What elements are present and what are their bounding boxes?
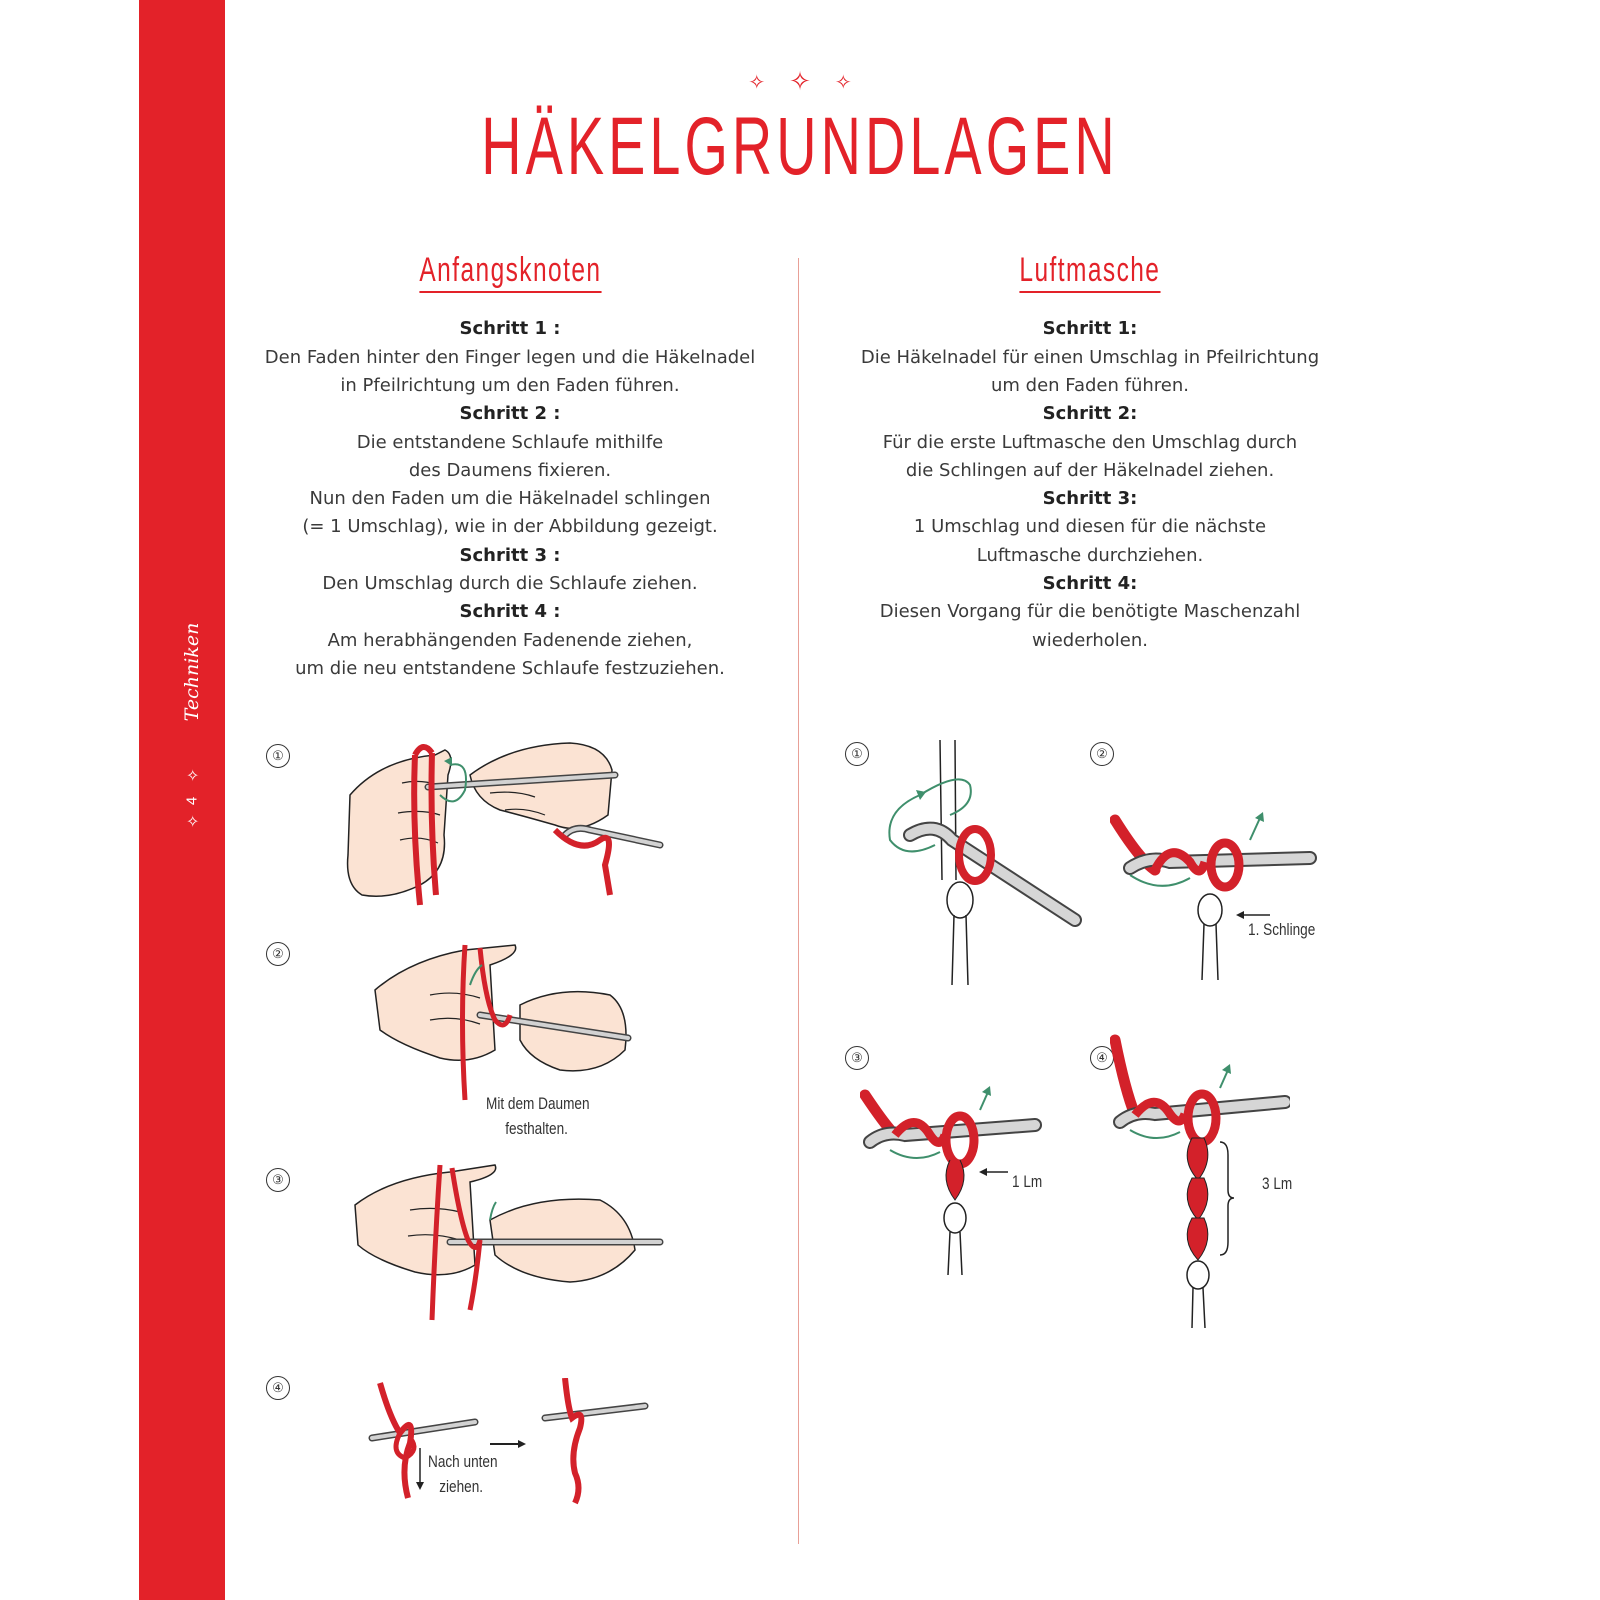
section-heading-luftmasche: Luftmasche: [1020, 252, 1161, 293]
step-title: Schritt 1 :: [459, 318, 561, 340]
page-margin: [0, 0, 139, 1600]
direction-arrow: [920, 779, 971, 815]
caption: 1 Lm: [1012, 1172, 1043, 1191]
step-text: (= 1 Umschlag), wie in der Abbildung gezeigt.: [302, 516, 718, 538]
yarn-loop: [1188, 1094, 1216, 1142]
left-column: [250, 252, 770, 683]
arrow-head: [416, 1482, 424, 1490]
sparkle-icon: ✧: [186, 812, 200, 831]
arrow-head: [979, 1168, 987, 1176]
caption: [428, 1450, 498, 1499]
step-text: um die neu entstandene Schlaufe festzuziehen.: [295, 657, 725, 679]
page-number: 4: [183, 794, 201, 806]
yarn: [555, 830, 610, 895]
page-title: HÄKELGRUNDLAGEN: [481, 101, 1119, 192]
title-ornament: [0, 66, 1600, 96]
step-title: Schritt 4 :: [459, 601, 561, 623]
step-title: Schritt 2:: [1042, 403, 1138, 425]
arrow-head: [1236, 911, 1244, 919]
step-text: Nun den Faden um die Häkelnadel schlingen: [309, 488, 711, 510]
figure-number: ①: [845, 742, 869, 766]
yarn-tail: [948, 1232, 962, 1275]
sparkle-icon: ✧: [186, 766, 200, 785]
crochet-hook: [372, 1422, 475, 1438]
step-text: Die entstandene Schlaufe mithilfe: [356, 431, 664, 453]
yarn: [415, 747, 432, 755]
brace: [1220, 1142, 1234, 1255]
caption-line: festhalten.: [505, 1118, 568, 1138]
direction-arrow: [1130, 875, 1190, 886]
yarn-strand: [940, 740, 956, 880]
figure-number: ③: [845, 1046, 869, 1070]
sparkle-icon: ✧: [834, 70, 852, 94]
step-text: Den Faden hinter den Finger legen und die Häkelnadel: [264, 346, 756, 368]
figure-number: ①: [266, 744, 290, 768]
figure-number: ③: [266, 1168, 290, 1192]
sparkle-icon: ✧: [748, 70, 766, 94]
step-title: Schritt 3:: [1042, 488, 1138, 510]
right-column: [840, 252, 1340, 655]
illustration-slip-knot-step-3: [350, 1160, 665, 1335]
sidebar-band: [139, 0, 225, 1600]
caption-line: ziehen.: [439, 1476, 484, 1496]
step-text: Den Umschlag durch die Schlaufe ziehen.: [322, 573, 698, 595]
step-text: Für die erste Luftmasche den Umschlag durch: [882, 431, 1298, 453]
direction-arrow: [1220, 1070, 1228, 1088]
section-heading-anfangsknoten: Anfangsknoten: [419, 252, 601, 293]
knot: [944, 1203, 966, 1233]
step-text: die Schlingen auf der Häkelnadel ziehen.: [905, 459, 1275, 481]
yarn-tail: [1192, 1288, 1205, 1328]
figure-number: ④: [266, 1376, 290, 1400]
knot: [1187, 1261, 1209, 1289]
figure-number: ②: [1090, 742, 1114, 766]
direction-arrow: [1130, 1130, 1180, 1138]
figure-number: ②: [266, 942, 290, 966]
column-divider: [798, 258, 799, 1544]
direction-arrow: [980, 1092, 988, 1110]
chain-stitch: [1187, 1178, 1208, 1220]
chain-stitch: [1187, 1218, 1208, 1260]
step-text: wiederholen.: [1031, 629, 1148, 651]
step-text: Am herabhängenden Fadenende ziehen,: [327, 629, 693, 651]
step-title: Schritt 3 :: [459, 544, 561, 566]
step-list: [840, 315, 1340, 655]
sparkle-icon: ✧: [789, 67, 811, 97]
hand-left: [355, 1165, 496, 1275]
figure-number: ④: [1090, 1046, 1114, 1070]
caption-line: Nach unten: [428, 1452, 498, 1471]
step-text: 1 Umschlag und diesen für die nächste: [913, 516, 1267, 538]
illustration-slip-knot-step-4: [360, 1378, 660, 1508]
step-title: Schritt 4:: [1042, 573, 1138, 595]
step-list: [250, 315, 770, 683]
arrow-head: [518, 1440, 526, 1448]
knot: [1198, 894, 1222, 926]
step-title: Schritt 1:: [1042, 318, 1138, 340]
illustration-slip-knot-step-1: [340, 735, 670, 915]
direction-arrow: [890, 1150, 940, 1158]
yarn: [565, 1378, 581, 1503]
step-text: um den Faden führen.: [990, 374, 1190, 396]
caption: [486, 1092, 590, 1141]
direction-arrow: [1250, 818, 1260, 840]
step-title: Schritt 2 :: [459, 403, 561, 425]
hand-left: [375, 945, 516, 1060]
caption: 3 Lm: [1262, 1174, 1293, 1193]
step-text: in Pfeilrichtung um den Faden führen.: [340, 374, 680, 396]
step-text: des Daumens fixieren.: [408, 459, 612, 481]
step-text: Diesen Vorgang für die benötigte Maschenzahl: [879, 601, 1301, 623]
yarn: [1115, 1040, 1135, 1115]
step-text: Die Häkelnadel für einen Umschlag in Pfeilrichtung: [860, 346, 1320, 368]
crochet-hook: [545, 1406, 645, 1418]
yarn-tail: [952, 915, 968, 985]
chain-stitch: [946, 1160, 964, 1200]
illustration-chain-step-2: [1110, 800, 1350, 990]
illustration-chain-step-1: [880, 740, 1085, 990]
sidebar-label: Techniken: [181, 622, 203, 722]
step-text: Luftmasche durchziehen.: [976, 544, 1204, 566]
caption: 1. Schlinge: [1248, 920, 1316, 939]
yarn-tail: [1202, 924, 1218, 980]
caption-line: Mit dem Daumen: [486, 1094, 590, 1113]
chain-stitch: [1187, 1138, 1208, 1180]
knot: [947, 882, 973, 918]
yarn-loop: [946, 1116, 974, 1164]
